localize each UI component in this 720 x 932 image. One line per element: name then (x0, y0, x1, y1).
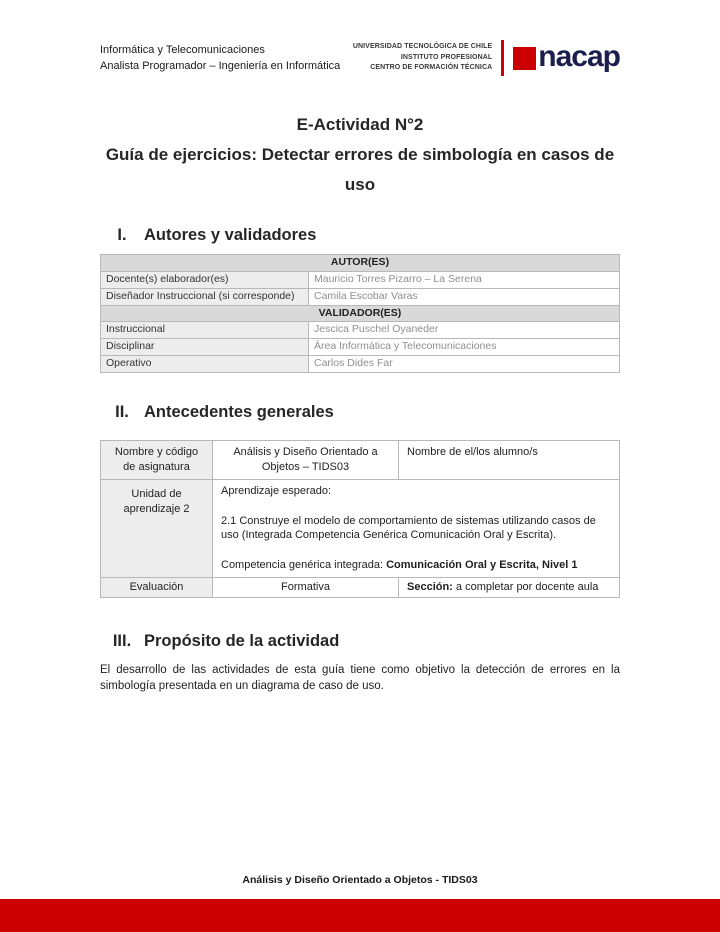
row-value: Camila Escobar Varas (309, 288, 620, 305)
table-row (101, 288, 620, 305)
footer-course-name: Análisis y Diseño Orientado a Objetos - TIDS03 (242, 874, 478, 886)
section-title: Propósito de la actividad (144, 631, 340, 650)
page-header (100, 40, 620, 76)
table-row (101, 578, 620, 598)
row-value: Jescica Puschel Oyaneder (309, 322, 620, 339)
document-title-line1: E-Actividad N°2 (296, 115, 424, 134)
document-title (100, 110, 620, 200)
inacap-logo-text: nacap (538, 40, 620, 73)
institution-block (353, 40, 620, 76)
section-heading-purpose (100, 632, 620, 651)
class-section-value: a completar por docente aula (452, 581, 599, 594)
general-info-table (100, 440, 620, 598)
institution-line-1: UNIVERSIDAD TECNOLÓGICA DE CHILE (352, 42, 493, 50)
table-row (101, 271, 620, 288)
unit-label: Unidad de aprendizaje 2 (101, 479, 213, 577)
table-band-row (101, 305, 620, 322)
row-label: Operativo (101, 356, 309, 373)
inacap-logo (513, 40, 620, 73)
section-title: Antecedentes generales (144, 403, 334, 422)
document-title-line2: Guía de ejercicios: Detectar errores de simbología en casos de uso (105, 145, 615, 194)
competence-prefix: Competencia genérica integrada: (221, 559, 387, 572)
class-section-cell (399, 578, 620, 598)
competence-name: Comunicación Oral y Escrita, Nivel 1 (386, 559, 578, 572)
learning-outcome-cell (213, 479, 620, 577)
program-name: Analista Programador – Ingeniería en Informática (100, 59, 341, 72)
institution-line-2: INSTITUTO PROFESIONAL (400, 53, 493, 61)
inacap-logo-square-icon (513, 47, 536, 70)
section-number: III. (112, 631, 132, 650)
validators-band: VALIDADOR(ES) (101, 305, 620, 322)
table-band-row (101, 255, 620, 272)
subject-value: Análisis y Diseño Orientado a Objetos – TIDS03 (213, 441, 399, 480)
purpose-paragraph: El desarrollo de las actividades de esta guía tiene como objetivo la detección de errores en la simbología presentada en un diagrama de caso de uso. (100, 663, 620, 692)
header-divider (501, 40, 504, 76)
student-name-label: Nombre de el/los alumno/s (399, 441, 620, 480)
table-row (101, 322, 620, 339)
section-number: I. (117, 226, 127, 244)
table-row (101, 356, 620, 373)
authors-band: AUTOR(ES) (101, 255, 620, 272)
section-heading-authors (100, 226, 620, 245)
row-value: Área Informática y Telecomunicaciones (309, 339, 620, 356)
row-label: Disciplinar (101, 339, 309, 356)
table-row (101, 339, 620, 356)
subject-label: Nombre y código de asignatura (101, 441, 213, 480)
evaluation-label: Evaluación (101, 578, 213, 598)
row-value: Mauricio Torres Pizarro – La Serena (309, 271, 620, 288)
table-row (101, 441, 620, 480)
generic-competence-line (221, 558, 611, 573)
table-row (101, 479, 620, 577)
authors-table (100, 254, 620, 373)
section-heading-general (100, 403, 620, 422)
class-section-label: Sección: (407, 581, 453, 594)
row-value: Carlos Dides Far (309, 356, 620, 373)
evaluation-value: Formativa (213, 578, 399, 598)
expected-learning-heading: Aprendizaje esperado: (221, 484, 332, 497)
institution-line-3: CENTRO DE FORMACIÓN TÉCNICA (370, 64, 493, 72)
department-block (100, 40, 340, 75)
expected-learning-body: 2.1 Construye el modelo de comportamiento de sistemas utilizando casos de uso (Integrada Competencia Genérica Comunicación Oral y Escrita). (221, 514, 596, 542)
department-name: Informática y Telecomunicaciones (100, 44, 265, 56)
footer-red-bar (0, 899, 720, 932)
row-label: Diseñador Instruccional (si corresponde) (101, 288, 309, 305)
row-label: Instruccional (101, 322, 309, 339)
institution-name (353, 42, 492, 75)
row-label: Docente(s) elaborador(es) (101, 271, 309, 288)
section-title: Autores y validadores (144, 226, 317, 244)
section-number: II. (115, 403, 129, 422)
